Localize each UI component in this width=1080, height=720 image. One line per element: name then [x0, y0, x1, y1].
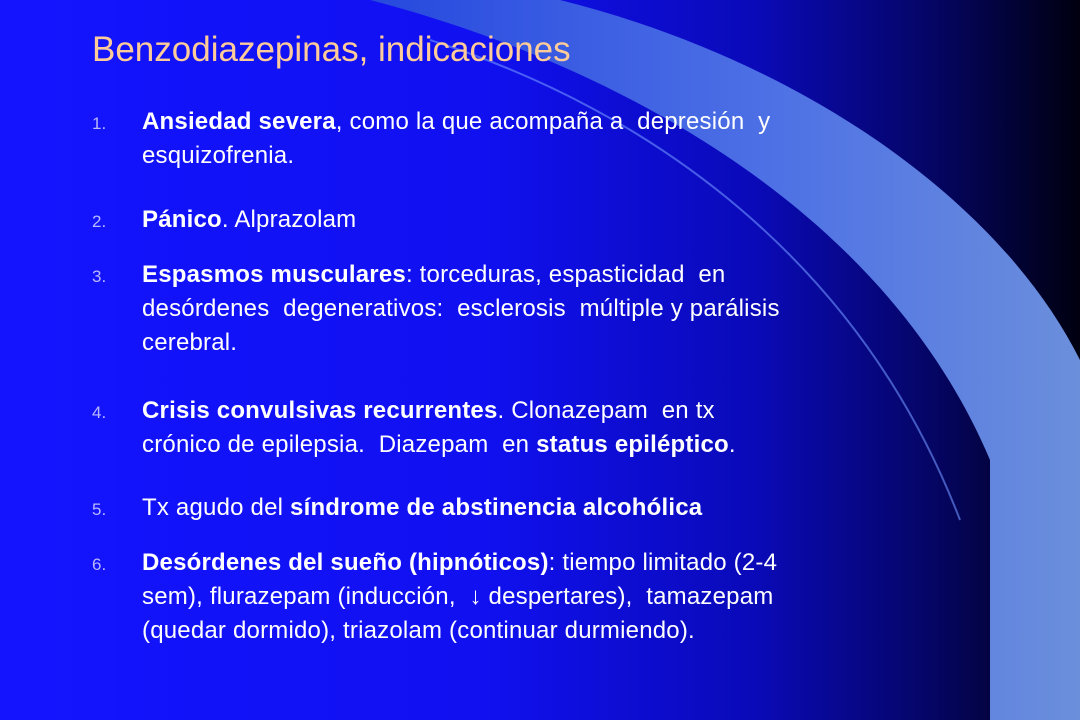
list-item-4 [92, 394, 982, 462]
list-item-text [142, 546, 982, 648]
list-item-3 [92, 258, 982, 360]
list-item-2 [92, 203, 982, 237]
text-line [142, 614, 982, 648]
list-item-1 [92, 105, 982, 173]
list-item-6 [92, 546, 982, 648]
text-line [142, 258, 982, 292]
text-line [142, 394, 982, 428]
list-item-text [142, 203, 982, 237]
text-line [142, 491, 982, 525]
bold-segment: Desórdenes del sueño (hipnóticos) [142, 549, 549, 576]
text-segment: (quedar dormido), triazolam (continuar durmiendo). [142, 617, 695, 644]
bold-segment: Crisis convulsivas recurrentes [142, 397, 498, 424]
bold-segment: Ansiedad severa [142, 108, 336, 135]
text-line [142, 546, 982, 580]
list-number: 3. [92, 267, 107, 286]
text-line [142, 105, 982, 139]
list-number: 2. [92, 212, 107, 231]
text-segment: cerebral. [142, 329, 238, 356]
text-segment: : torceduras, espasticidad en [405, 261, 726, 288]
text-line [142, 292, 982, 326]
list-item-text [142, 258, 982, 360]
text-segment: desórdenes degenerativos: esclerosis múltiple y parálisis [142, 295, 780, 322]
text-segment: . Alprazolam [221, 206, 357, 233]
text-line [142, 139, 982, 173]
list-item-text [142, 491, 982, 525]
text-line [142, 428, 982, 462]
bold-segment: status epiléptico [536, 431, 729, 458]
text-line [142, 326, 982, 360]
bold-segment: síndrome de abstinencia alcohólica [290, 494, 703, 521]
list-item-text [142, 105, 982, 173]
list-number: 5. [92, 500, 107, 519]
text-segment: sem), flurazepam (inducción, ↓ despertares), tamazepam [142, 583, 774, 610]
text-segment: esquizofrenia. [142, 142, 295, 169]
text-segment: : tiempo limitado (2-4 [548, 549, 778, 576]
list-number: 6. [92, 555, 107, 574]
text-segment: . [728, 431, 736, 458]
bold-segment: Espasmos musculares [142, 261, 406, 288]
text-line [142, 203, 982, 237]
list-number: 4. [92, 403, 107, 422]
list-item-text [142, 394, 982, 462]
text-line [142, 580, 982, 614]
bold-segment: Pánico [142, 206, 222, 233]
text-segment: Tx agudo del [142, 494, 291, 521]
text-segment: crónico de epilepsia. Diazepam en [142, 431, 537, 458]
text-segment: , como la que acompaña a depresión y [335, 108, 778, 135]
list-number: 1. [92, 114, 107, 133]
list-item-5 [92, 491, 982, 525]
text-segment: . Clonazepam en tx [497, 397, 715, 424]
slide-title: Benzodiazepinas, indicaciones [92, 30, 571, 69]
